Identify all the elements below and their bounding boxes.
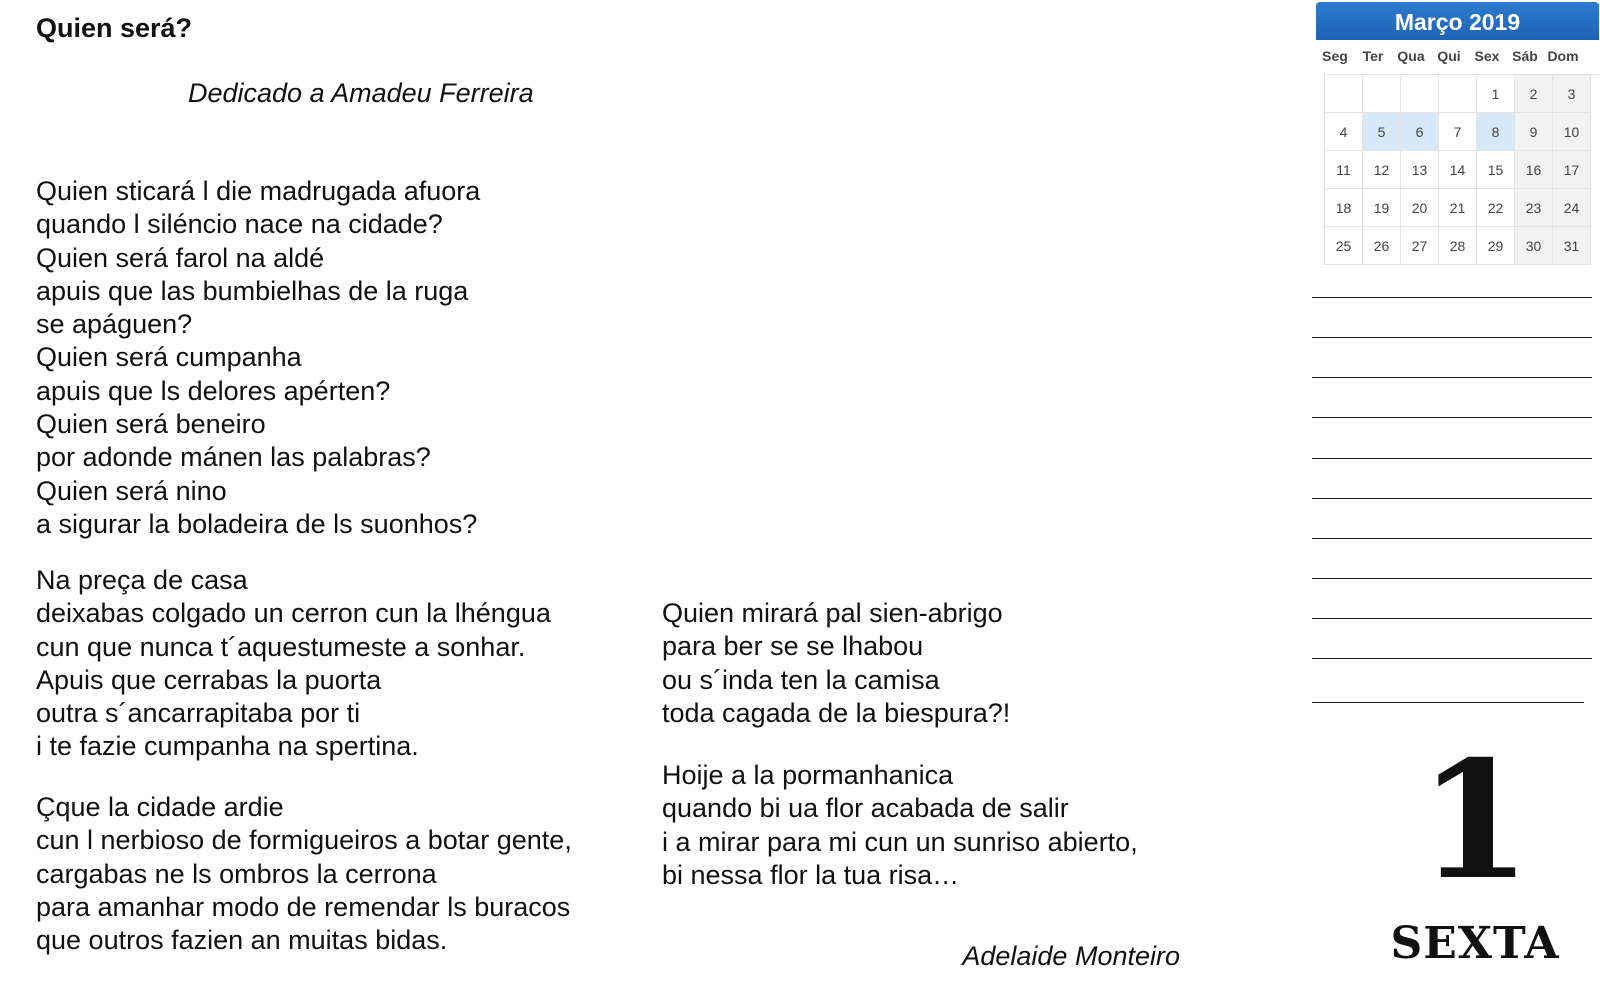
note-line — [1312, 297, 1592, 298]
poem-line: para ber se se lhabou — [662, 631, 924, 662]
weekday-label: Dom — [1547, 48, 1579, 64]
calendar-day-cell[interactable]: 29 — [1477, 227, 1515, 265]
weekday-label: Seg — [1322, 48, 1348, 64]
calendar-day-cell[interactable]: 19 — [1363, 189, 1401, 227]
note-line — [1312, 538, 1592, 539]
calendar-day-cell[interactable]: 22 — [1477, 189, 1515, 227]
weekday-name: SEXTA — [1390, 918, 1560, 969]
calendar-day-cell[interactable]: 15 — [1477, 151, 1515, 189]
note-line — [1312, 417, 1592, 418]
poem-line: apuis que ls delores apérten? — [36, 375, 391, 406]
poem-line: apuis que las bumbielhas de la ruga — [36, 275, 469, 306]
calendar-day-cell[interactable]: 1 — [1477, 75, 1515, 113]
day-number: 1 — [1418, 726, 1532, 916]
weekday-label: Ter — [1362, 48, 1384, 64]
calendar-day-cell[interactable]: 12 — [1363, 151, 1401, 189]
calendar-day-cell[interactable]: 20 — [1401, 189, 1439, 227]
calendar-day-cell[interactable]: 18 — [1325, 189, 1363, 227]
poem-line: a sigurar la boladeira de ls suonhos? — [36, 508, 478, 539]
poem-line: Quien mirará pal sien-abrigo — [662, 598, 1003, 628]
poem-line: quando bi ua flor acabada de salir — [662, 793, 1069, 824]
calendar-day-cell[interactable]: 2 — [1515, 75, 1553, 113]
poem-line: cun que nunca t´aquestumeste a sonhar. — [36, 631, 526, 662]
poem-line: toda cagada de la biespura?! — [662, 697, 1011, 728]
note-line — [1312, 658, 1592, 659]
note-line — [1312, 578, 1592, 579]
weekday-label: Qui — [1437, 48, 1461, 64]
calendar-empty-cell — [1439, 75, 1477, 113]
poem-line: i a mirar para mi cun un sunriso abierto, — [662, 826, 1138, 857]
poem-stanza-3 — [36, 791, 572, 957]
calendar-day-cell[interactable]: 31 — [1553, 227, 1591, 265]
calendar-day-cell[interactable]: 30 — [1515, 227, 1553, 265]
poem-line: se apáguen? — [36, 309, 193, 340]
poem-author: Adelaide Monteiro — [962, 941, 1180, 971]
calendar-day-cell[interactable]: 7 — [1439, 113, 1477, 151]
poem-stanza-4 — [662, 597, 1010, 730]
calendar-day-cell[interactable]: 16 — [1515, 151, 1553, 189]
calendar-weekday-header — [1316, 48, 1599, 70]
poem-line: quando l siléncio nace na cidade? — [36, 209, 443, 240]
poem-line: que outros fazien an muitas bidas. — [36, 925, 448, 956]
poem-line: Çque la cidade ardie — [36, 792, 284, 822]
calendar-day-cell[interactable]: 25 — [1325, 227, 1363, 265]
calendar-day-cell[interactable]: 8 — [1477, 113, 1515, 151]
calendar-day-cell[interactable]: 6 — [1401, 113, 1439, 151]
calendar-empty-cell — [1325, 75, 1363, 113]
poem-line: Quien sticará l die madrugada afuora — [36, 176, 481, 206]
note-line — [1312, 498, 1592, 499]
calendar-week-row — [1325, 189, 1599, 227]
poem-stanza-1 — [36, 175, 480, 541]
calendar-day-cell[interactable]: 4 — [1325, 113, 1363, 151]
calendar-day-cell[interactable]: 23 — [1515, 189, 1553, 227]
poem-line: Quien será farol na aldé — [36, 242, 325, 273]
calendar-week-row — [1325, 75, 1599, 113]
poem-line: cun l nerbioso de formigueiros a botar gente, — [36, 825, 572, 856]
poem-line: i te fazie cumpanha na spertina. — [36, 731, 419, 762]
calendar-empty-cell — [1401, 75, 1439, 113]
weekday-label: Qua — [1397, 48, 1425, 64]
calendar-week-row — [1325, 227, 1599, 265]
poem-line: outra s´ancarrapitaba por ti — [36, 698, 361, 729]
calendar-month-title: Março 2019 — [1316, 2, 1599, 40]
calendar-day-cell[interactable]: 26 — [1363, 227, 1401, 265]
calendar-day-cell[interactable]: 24 — [1553, 189, 1591, 227]
mini-calendar — [1316, 2, 1599, 265]
calendar-day-cell[interactable]: 28 — [1439, 227, 1477, 265]
poem-line: ou s´inda ten la camisa — [662, 664, 940, 695]
poem-stanza-2 — [36, 564, 551, 764]
calendar-week-row — [1325, 113, 1599, 151]
calendar-day-cell[interactable]: 21 — [1439, 189, 1477, 227]
poem-line: para amanhar modo de remendar ls buracos — [36, 891, 571, 922]
note-line — [1312, 702, 1584, 703]
note-line — [1312, 458, 1592, 459]
note-line — [1312, 618, 1592, 619]
poem-line: bi nessa flor la tua risa… — [662, 859, 960, 890]
calendar-day-cell[interactable]: 3 — [1553, 75, 1591, 113]
note-line — [1312, 377, 1592, 378]
calendar-empty-cell — [1363, 75, 1401, 113]
calendar-day-cell[interactable]: 9 — [1515, 113, 1553, 151]
poem-line: Quien será beneiro — [36, 409, 266, 440]
calendar-day-cell[interactable]: 13 — [1401, 151, 1439, 189]
poem-line: Quien será nino — [36, 475, 227, 506]
poem-dedication: Dedicado a Amadeu Ferreira — [188, 78, 534, 108]
note-line — [1312, 337, 1592, 338]
poem-line: cargabas ne ls ombros la cerrona — [36, 858, 437, 889]
calendar-day-cell[interactable]: 14 — [1439, 151, 1477, 189]
poem-line: por adonde mánen las palabras? — [36, 442, 431, 473]
poem-line: Quien será cumpanha — [36, 342, 302, 373]
poem-line: Hoije a la pormanhanica — [662, 760, 954, 790]
calendar-day-cell[interactable]: 10 — [1553, 113, 1591, 151]
poem-line: Apuis que cerrabas la puorta — [36, 664, 382, 695]
poem-stanza-5 — [662, 759, 1138, 892]
poem-line: Na preça de casa — [36, 565, 248, 595]
poem-line: deixabas colgado un cerron cun la lhéngua — [36, 598, 551, 629]
calendar-day-cell[interactable]: 27 — [1401, 227, 1439, 265]
calendar-week-row — [1325, 151, 1599, 189]
calendar-day-cell[interactable]: 11 — [1325, 151, 1363, 189]
poem-title: Quien será? — [36, 13, 193, 43]
calendar-day-cell[interactable]: 5 — [1363, 113, 1401, 151]
calendar-day-cell[interactable]: 17 — [1553, 151, 1591, 189]
weekday-label: Sex — [1474, 48, 1500, 64]
weekday-label: Sáb — [1512, 48, 1538, 64]
calendar-grid — [1324, 74, 1599, 265]
